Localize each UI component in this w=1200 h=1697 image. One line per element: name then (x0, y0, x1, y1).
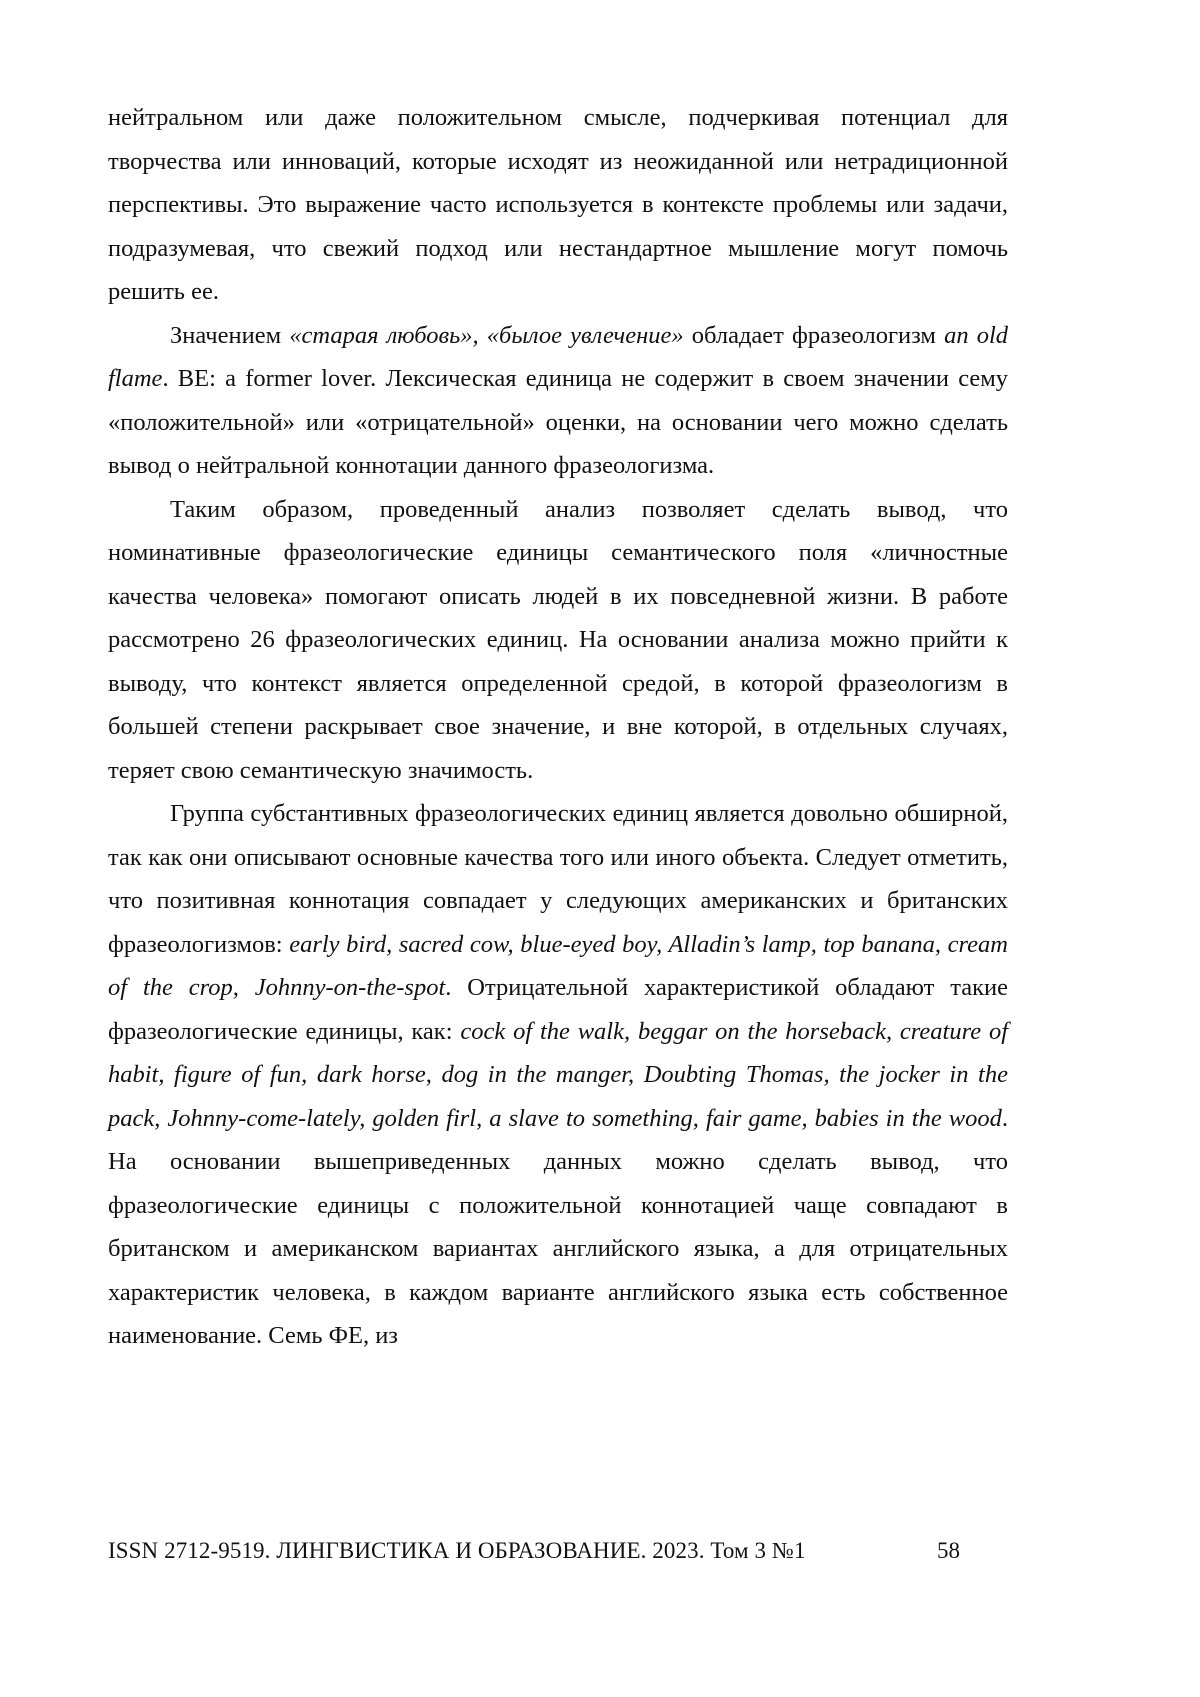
italic-phrase: cock of the walk, beggar on the horseback, creature of habit, figure of fun, dark horse, dog in the manger, Doubting Thomas, the jocker in the pack, Johnny-come-lately, golden firl, a slave to something, fair game, babies in the wood (108, 1017, 1008, 1132)
text-run: . Отрицательной характеристикой обладают такие фразеологические единицы, как: (108, 974, 1008, 1045)
paragraph (108, 314, 1008, 488)
paragraph (108, 792, 1008, 1358)
text-run: обладает фразеологизм (683, 321, 945, 349)
italic-phrase: an old flame (108, 321, 1009, 392)
text-run: Значением (170, 321, 290, 349)
page-footer (108, 1538, 1008, 1564)
paragraph (108, 488, 1008, 793)
italic-phrase: early bird, sacred cow, blue-eyed boy, Alladin’s lamp, top banana, cream of the crop, Johnny-on-the-spot (108, 930, 1008, 1001)
text-run: . На основании вышеприведенных данных можно сделать вывод, что фразеологические единицы с положительной коннотацией чаще совпадают в британском и американском вариантах английского языка, а для отрицательных характеристик человека, в каждом варианте английского языка есть собственное наименование. Семь ФЕ, из (108, 1104, 1008, 1349)
footer-journal-line: ISSN 2712-9519. ЛИНГВИСТИКА И ОБРАЗОВАНИЕ. 2023. Том 3 №1 (108, 1538, 806, 1563)
text-run: Группа субстантивных фразеологических единиц является довольно обширной, так как они описывают основные качества того или иного объекта. Следует отметить, что позитивная коннотация совпадает у следующих американских и британских фразеологизмов: (108, 800, 1008, 958)
text-run: нейтральном или даже положительном смысле, подчеркивая потенциал для творчества или инноваций, которые исходят из неожиданной или нетрадиционной перспективы. Это выражение часто используется в контексте проблемы или задачи, подразумевая, что свежий подход или нестандартное мышление могут помочь решить ее. (108, 104, 1008, 305)
paragraph (108, 96, 1008, 314)
page-body-text (108, 96, 1008, 1358)
footer-page-number: 58 (937, 1538, 960, 1563)
italic-phrase: «старая любовь», «былое увлечение» (289, 321, 684, 349)
text-run: . BE: a former lover. Лексическая единица не содержит в своем значении сему «положительной» или «отрицательной» оценки, на основании чего можно сделать вывод о нейтральной коннотации данного фразеологизма. (108, 365, 1008, 479)
text-run: Таким образом, проведенный анализ позволяет сделать вывод, что номинативные фразеологические единицы семантического поля «личностные качества человека» помогают описать людей в их повседневной жизни. В работе рассмотрено 26 фразеологических единиц. На основании анализа можно прийти к выводу, что контекст является определенной средой, в которой фразеологизм в большей степени раскрывает свое значение, и вне которой, в отдельных случаях, теряет свою семантическую значимость. (108, 495, 1008, 784)
